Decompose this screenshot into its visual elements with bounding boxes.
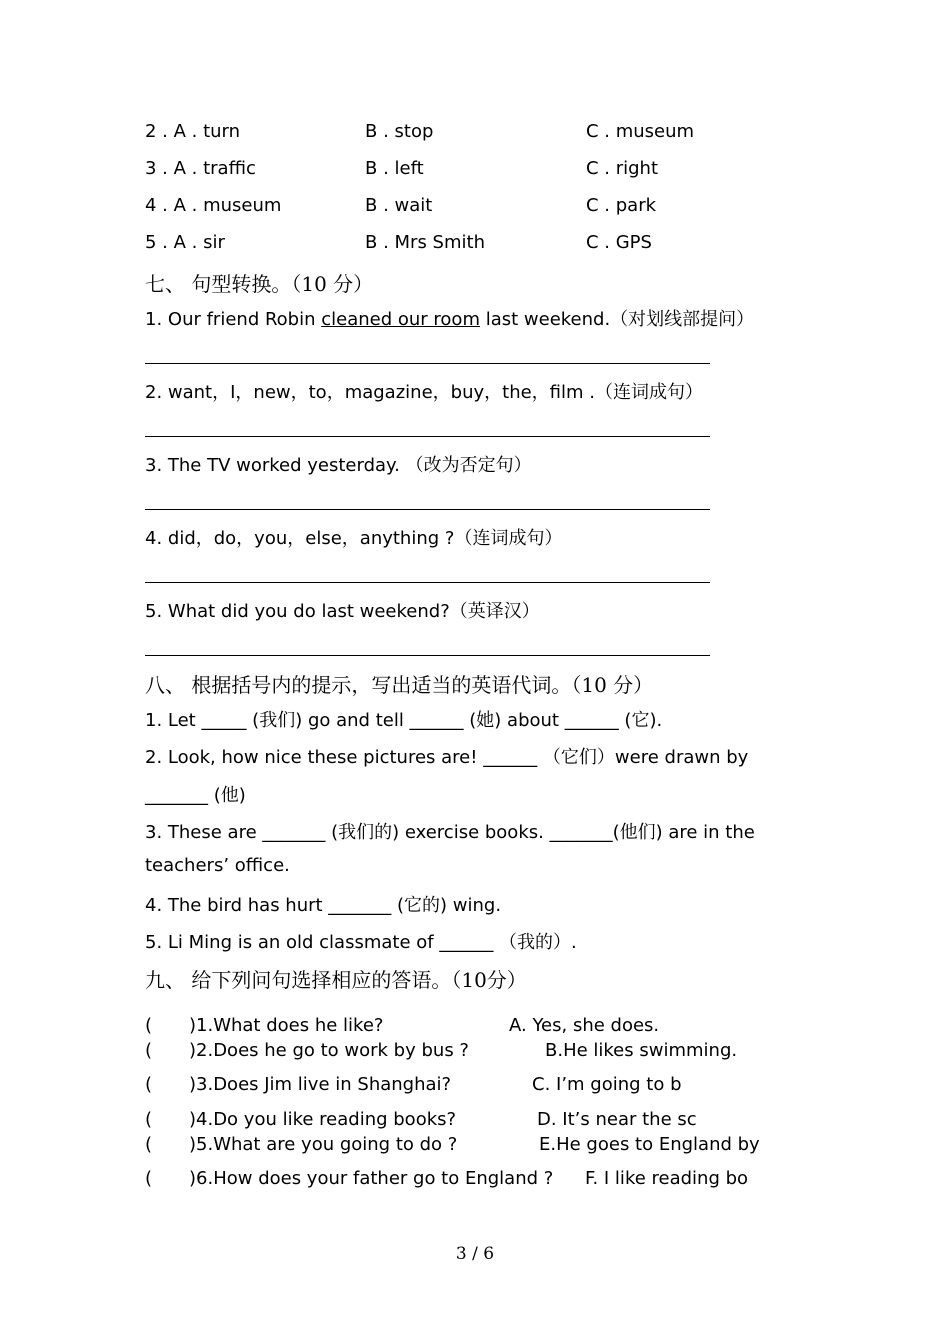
match-question: )1.What does he like? [189,1015,384,1036]
section7-q3: 3. The TV worked yesterday. （改为否定句） [145,455,532,476]
section7-q1 [145,305,754,331]
section8-q1: 1. Let _____ (我们) go and tell ______ (她) about ______ (它). [145,710,663,731]
match-answer: A. Yes, she does. [509,1015,660,1036]
section8-q4: 4. The bird has hurt _______ (它的) wing. [145,895,502,916]
answer-paren[interactable]: ( [145,1040,153,1061]
answer-line[interactable] [145,509,710,510]
answer-paren[interactable]: ( [145,1015,153,1036]
match-answer: E.He goes to England by [539,1134,760,1155]
match-answer: B.He likes swimming. [545,1040,738,1061]
choice-b: B . stop [365,121,434,142]
match-answer: D. It’s near the sc [537,1109,697,1130]
match-question: )4.Do you like reading books? [189,1109,457,1130]
choice-b: B . Mrs Smith [365,232,485,253]
choice-c: C . park [586,195,657,216]
choice-c: C . right [586,158,659,179]
answer-paren[interactable]: ( [145,1109,153,1130]
answer-line[interactable] [145,363,710,364]
page-number: 3 / 6 [455,1244,495,1264]
answer-paren[interactable]: ( [145,1168,153,1189]
choice-b: B . left [365,158,424,179]
answer-line[interactable] [145,655,710,656]
match-answer: C. I’m going to b [532,1074,682,1095]
choice-a: 5 . A . sir [145,232,225,253]
answer-paren[interactable]: ( [145,1074,153,1095]
section8-q3-line2: teachers’ office. [145,855,290,876]
choice-a: 4 . A . museum [145,195,282,216]
match-answer: F. I like reading bo [585,1168,749,1189]
answer-line[interactable] [145,436,710,437]
section8-q2-line1: 2. Look, how nice these pictures are! ______ （它们）were drawn by [145,747,749,768]
match-question: )5.What are you going to do ? [189,1134,458,1155]
section7-heading: 七、 句型转换。（10 分） [145,272,374,296]
answer-paren[interactable]: ( [145,1134,153,1155]
q1-underlined: cleaned our room [321,309,480,330]
section8-q3-line1: 3. These are _______ (我们的) exercise books. _______(他们) are in the [145,822,755,843]
choice-c: C . GPS [586,232,652,253]
q1-post: last weekend.（对划线部提问） [479,309,755,330]
section7-q2: 2. want，I，new，to，magazine，buy，the，film .（连词成句） [145,382,703,403]
choice-c: C . museum [586,121,695,142]
match-question: )2.Does he go to work by bus ? [189,1040,469,1061]
q1-pre: 1. Our friend Robin [145,309,322,330]
match-question: )3.Does Jim live in Shanghai? [189,1074,452,1095]
section8-q5: 5. Li Ming is an old classmate of ______ （我的）. [145,932,577,953]
match-question: )6.How does your father go to England ? [189,1168,554,1189]
answer-line[interactable] [145,582,710,583]
section8-heading: 八、 根据括号内的提示，写出适当的英语代词。（10 分） [145,673,654,697]
section7-q4: 4. did，do，you，else，anything ?（连词成句） [145,528,563,549]
section9-heading: 九、 给下列问句选择相应的答语。（10分） [145,968,527,992]
choice-a: 2 . A . turn [145,121,241,142]
section7-q5: 5. What did you do last weekend?（英译汉） [145,601,540,622]
choice-a: 3 . A . traffic [145,158,256,179]
section8-q2-line2: _______ (他) [145,785,246,806]
choice-b: B . wait [365,195,433,216]
